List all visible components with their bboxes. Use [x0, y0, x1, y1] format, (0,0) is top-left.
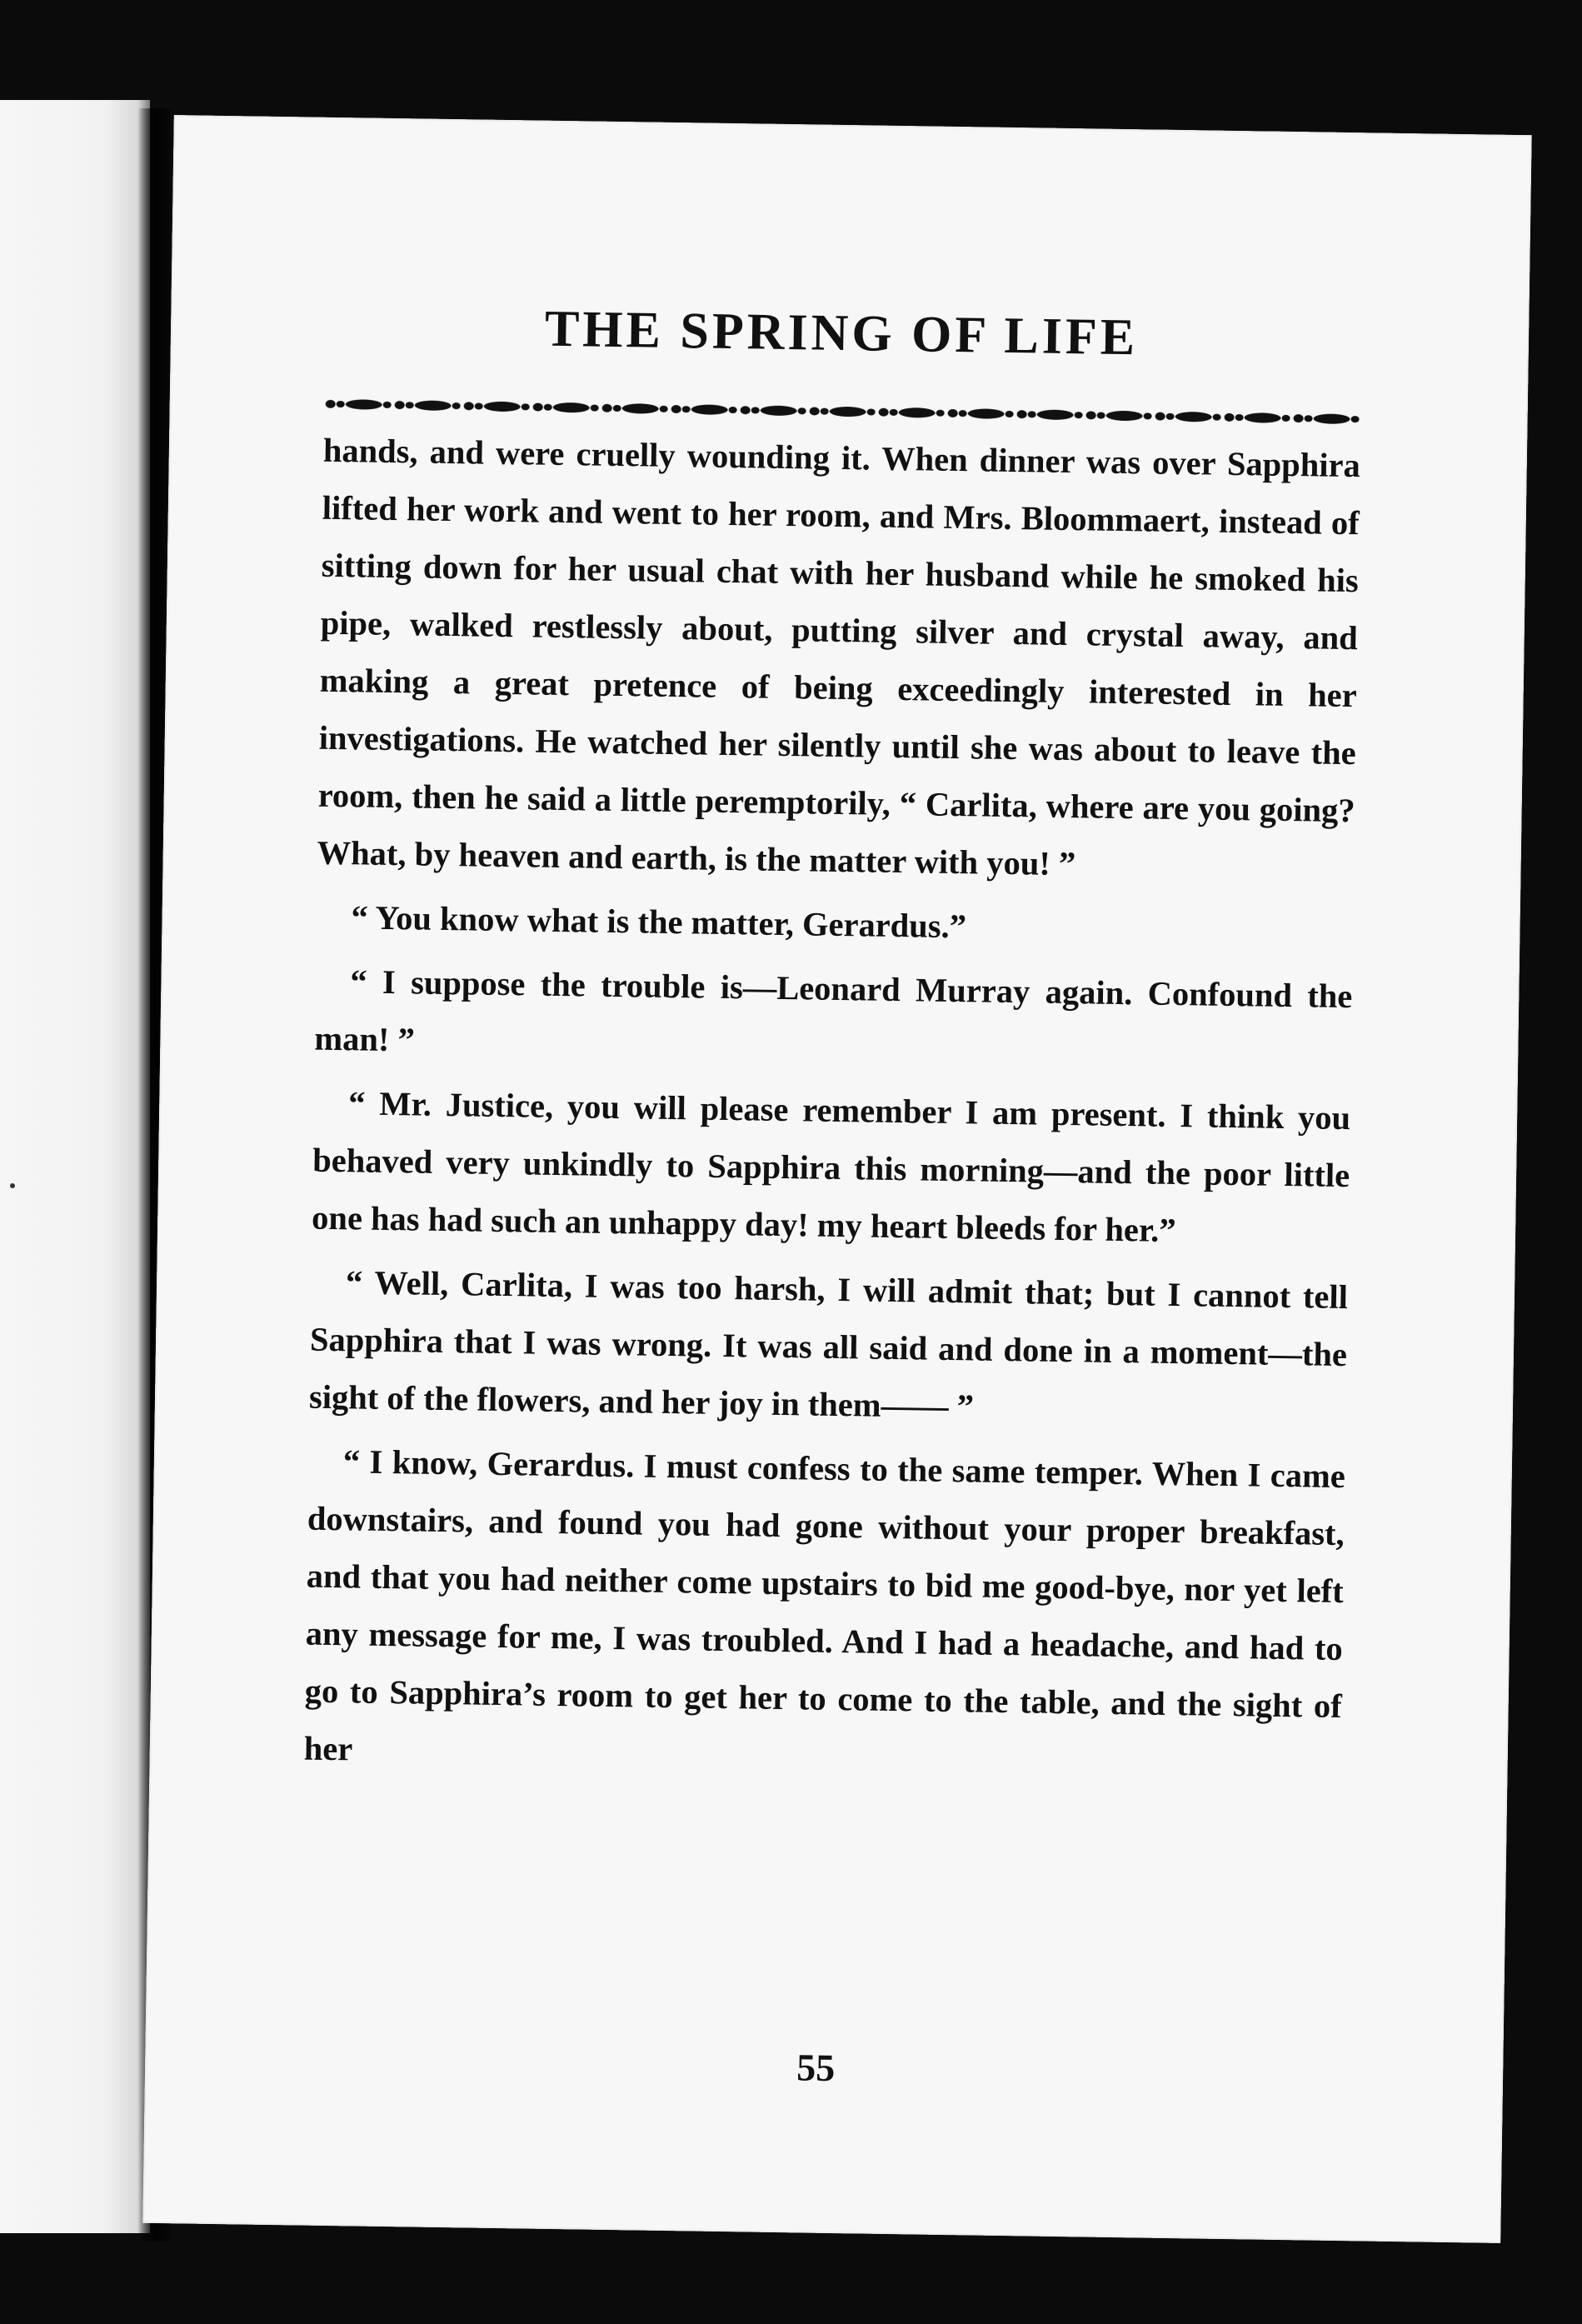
paragraph-5: “ Well, Carlita, I was too harsh, I will admit that; but I cannot tell Sapphira that I was wrong. It was all said and done in a moment—the sight of the flowers, and her joy in them—— ”: [308, 1263, 1349, 1426]
paragraph-3: “ I suppose the trouble is—Leonard Murray again. Confound the man! ”: [314, 962, 1353, 1059]
paragraph-2: “ You know what is the matter, Gerardus.”: [351, 898, 967, 946]
scan-speck: [10, 1183, 15, 1188]
facing-page-edge: [0, 100, 150, 2233]
book-page: [142, 115, 1531, 2243]
page-body-text: [303, 422, 1360, 1792]
running-title: THE SPRING OF LIFE: [544, 300, 1139, 367]
page-number: 55: [796, 2046, 836, 2090]
paragraph-6: “ I know, Gerardus. I must confess to the same temper. When I came downstairs, and found you had gone without your proper breakfast, and that you had neither come upstairs to bid me good-bye, nor yet left any message for me, I was troubled. And I had a headache, and had to go to Sapphira’s room to get her to come to the table, and the sight of her: [303, 1442, 1346, 1768]
paragraph-1: hands, and were cruelly wounding it. When dinner was over Sapphira lifted her work and went to her room, and Mrs. Bloommaert, instead of sitting down for her usual chat with her husband while he smoked his pipe, walked restlessly about, putting silver and crystal away, and making a great pretence of being exceedingly interested in her investigations. He watched her silently until she was about to leave the room, then he said a little peremptorily, “ Carlita, where are you going? What, by heaven and earth, is the matter with you! ”: [317, 431, 1361, 883]
paragraph-4: “ Mr. Justice, you will please remember I am present. I think you behaved very unkindly to Sapphira this morning—and the poor little one has had such an unhappy day! my heart bleeds for her.”: [311, 1084, 1351, 1250]
